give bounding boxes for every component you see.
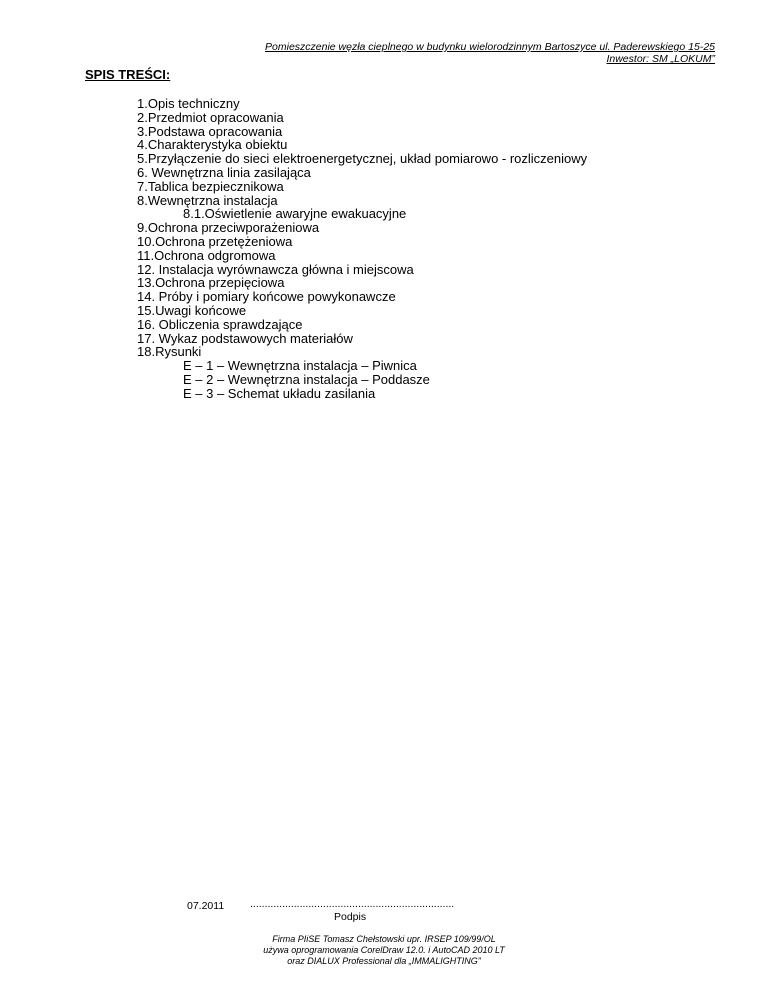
toc-item: 14. Próby i pomiary końcowe powykonawcze — [137, 289, 396, 305]
signature-label: Podpis — [334, 911, 367, 923]
toc-drawing-item: E – 1 – Wewnętrzna instalacja – Piwnica — [183, 358, 417, 374]
toc-drawing-item: E – 2 – Wewnętrzna instalacja – Poddasze — [183, 371, 430, 387]
toc-subitem: 8.1.Oświetlenie awaryjne ewakuacyjne — [183, 206, 407, 222]
header-project-line: Pomieszczenie węzła cieplnego w budynku wielorodzinnym Bartoszyce ul. Paderewskiego 15-25 — [265, 41, 715, 53]
toc-item: 18.Rysunki — [137, 344, 202, 360]
toc-item: 6. Wewnętrzna linia zasilająca — [137, 164, 311, 180]
company-line-1: Firma PIiSE Tomasz Chełstowski upr. IRSEP 109/99/OL — [272, 934, 496, 944]
toc-item: 16. Obliczenia sprawdzające — [137, 316, 303, 332]
page-header — [265, 41, 715, 65]
toc-item: 15.Uwagi końcowe — [137, 302, 247, 318]
toc-item: 17. Wykaz podstawowych materiałów — [137, 330, 353, 346]
toc-item: 2.Przedmiot opracowania — [137, 109, 284, 125]
toc-item: 3.Podstawa opracowania — [137, 123, 283, 139]
signature-line: ...................................................................... — [250, 898, 455, 910]
company-line-2: używa oprogramowania CorelDraw 12.0. i AutoCAD 2010 LT — [263, 945, 505, 955]
company-line-3: oraz DIALUX Professional dla „IMMALIGHTING” — [287, 956, 481, 966]
toc-item: 11.Ochrona odgromowa — [137, 247, 276, 263]
toc-item: 1.Opis techniczny — [137, 96, 240, 111]
company-info — [0, 934, 768, 967]
toc-item: 12. Instalacja wyrównawcza główna i miejscowa — [137, 261, 414, 277]
table-of-contents — [137, 97, 587, 401]
toc-title: SPIS TREŚCI: — [85, 67, 171, 82]
header-investor-line: Inwestor: SM „LOKUM” — [606, 53, 715, 65]
toc-item: 9.Ochrona przeciwporażeniowa — [137, 220, 320, 236]
toc-item: 13.Ochrona przepięciowa — [137, 275, 285, 291]
toc-item: 4.Charakterystyka obiektu — [137, 137, 288, 153]
toc-item: 7.Tablica bezpiecznikowa — [137, 178, 284, 194]
toc-item: 10.Ochrona przetężeniowa — [137, 233, 293, 249]
toc-item: 5.Przyłączenie do sieci elektroenergetycznej, układ pomiarowo - rozliczeniowy — [137, 151, 588, 167]
toc-drawing-item: E – 3 – Schemat układu zasilania — [183, 385, 376, 401]
document-date: 07.2011 — [187, 900, 225, 912]
toc-item: 8.Wewnętrzna instalacja — [137, 192, 278, 208]
